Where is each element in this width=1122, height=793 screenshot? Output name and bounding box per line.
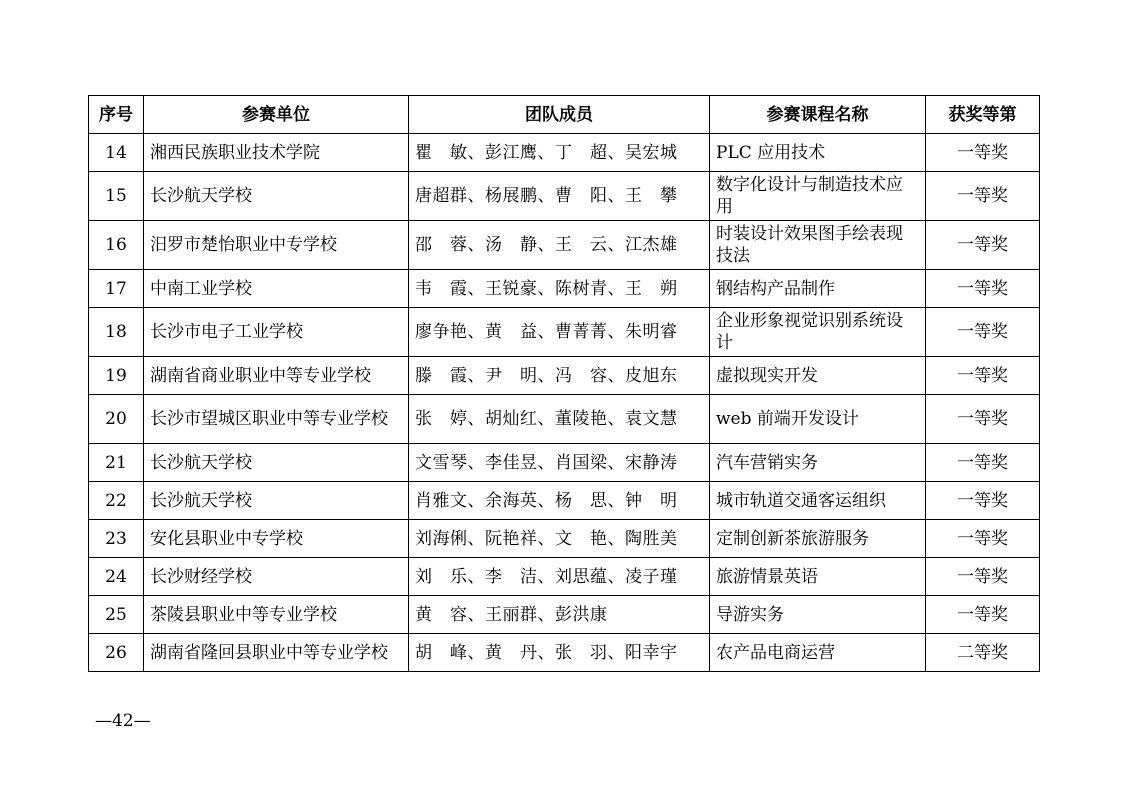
cell-course-name: 导游实务 <box>710 596 926 634</box>
cell-course-name: 虚拟现实开发 <box>710 357 926 395</box>
cell-serial-number: 23 <box>89 520 144 558</box>
cell-course-name: 数字化设计与制造技术应用 <box>710 172 926 221</box>
cell-course-name: 企业形象视觉识别系统设计 <box>710 308 926 357</box>
cell-award-level: 二等奖 <box>926 634 1040 672</box>
cell-award-level: 一等奖 <box>926 172 1040 221</box>
cell-course-name: 时装设计效果图手绘表现技法 <box>710 221 926 270</box>
cell-participating-unit: 安化县职业中专学校 <box>144 520 409 558</box>
cell-team-members: 韦 霞、王锐豪、陈树青、王 朔 <box>409 270 710 308</box>
cell-course-name: 汽车营销实务 <box>710 444 926 482</box>
cell-award-level: 一等奖 <box>926 596 1040 634</box>
cell-award-level: 一等奖 <box>926 270 1040 308</box>
cell-course-name: 旅游情景英语 <box>710 558 926 596</box>
header-award-level: 获奖等第 <box>926 96 1040 134</box>
table-row <box>89 444 1040 482</box>
cell-team-members: 廖争艳、黄 益、曹菁菁、朱明睿 <box>409 308 710 357</box>
cell-award-level: 一等奖 <box>926 357 1040 395</box>
cell-team-members: 文雪琴、李佳昱、肖国梁、宋静涛 <box>409 444 710 482</box>
cell-award-level: 一等奖 <box>926 395 1040 444</box>
table-row <box>89 270 1040 308</box>
cell-serial-number: 19 <box>89 357 144 395</box>
cell-award-level: 一等奖 <box>926 308 1040 357</box>
header-course-name: 参赛课程名称 <box>710 96 926 134</box>
cell-award-level: 一等奖 <box>926 520 1040 558</box>
cell-award-level: 一等奖 <box>926 482 1040 520</box>
cell-serial-number: 24 <box>89 558 144 596</box>
cell-participating-unit: 湖南省商业职业中等专业学校 <box>144 357 409 395</box>
cell-serial-number: 22 <box>89 482 144 520</box>
cell-serial-number: 25 <box>89 596 144 634</box>
table-row <box>89 558 1040 596</box>
cell-award-level: 一等奖 <box>926 221 1040 270</box>
cell-participating-unit: 湖南省隆回县职业中等专业学校 <box>144 634 409 672</box>
cell-course-name: web 前端开发设计 <box>710 395 926 444</box>
cell-course-name: 城市轨道交通客运组织 <box>710 482 926 520</box>
cell-team-members: 刘海俐、阮艳祥、文 艳、陶胜美 <box>409 520 710 558</box>
header-team-members: 团队成员 <box>409 96 710 134</box>
cell-team-members: 黄 容、王丽群、彭洪康 <box>409 596 710 634</box>
cell-serial-number: 18 <box>89 308 144 357</box>
cell-serial-number: 26 <box>89 634 144 672</box>
cell-course-name: 农产品电商运营 <box>710 634 926 672</box>
cell-serial-number: 14 <box>89 134 144 172</box>
cell-participating-unit: 长沙航天学校 <box>144 172 409 221</box>
table-row <box>89 221 1040 270</box>
table-row <box>89 634 1040 672</box>
table-header-row <box>89 96 1040 134</box>
table-row <box>89 134 1040 172</box>
cell-team-members: 瞿 敏、彭江鹰、丁 超、吴宏城 <box>409 134 710 172</box>
cell-participating-unit: 长沙市电子工业学校 <box>144 308 409 357</box>
cell-serial-number: 17 <box>89 270 144 308</box>
cell-award-level: 一等奖 <box>926 558 1040 596</box>
cell-course-name: 钢结构产品制作 <box>710 270 926 308</box>
cell-serial-number: 21 <box>89 444 144 482</box>
cell-course-name: 定制创新茶旅游服务 <box>710 520 926 558</box>
cell-participating-unit: 长沙航天学校 <box>144 482 409 520</box>
cell-award-level: 一等奖 <box>926 444 1040 482</box>
header-serial-number: 序号 <box>89 96 144 134</box>
cell-serial-number: 20 <box>89 395 144 444</box>
cell-team-members: 胡 峰、黄 丹、张 羽、阳幸宇 <box>409 634 710 672</box>
cell-participating-unit: 湘西民族职业技术学院 <box>144 134 409 172</box>
table-row <box>89 172 1040 221</box>
cell-participating-unit: 汨罗市楚怡职业中专学校 <box>144 221 409 270</box>
table-row <box>89 357 1040 395</box>
cell-participating-unit: 长沙航天学校 <box>144 444 409 482</box>
cell-serial-number: 15 <box>89 172 144 221</box>
cell-course-name: PLC 应用技术 <box>710 134 926 172</box>
table-row <box>89 520 1040 558</box>
cell-participating-unit: 茶陵县职业中等专业学校 <box>144 596 409 634</box>
cell-team-members: 张 婷、胡灿红、董陵艳、袁文慧 <box>409 395 710 444</box>
cell-team-members: 肖雅文、余海英、杨 思、钟 明 <box>409 482 710 520</box>
table-row <box>89 482 1040 520</box>
awards-table <box>88 95 1040 672</box>
cell-team-members: 邵 蓉、汤 静、王 云、江杰雄 <box>409 221 710 270</box>
cell-participating-unit: 长沙财经学校 <box>144 558 409 596</box>
cell-team-members: 滕 霞、尹 明、冯 容、皮旭东 <box>409 357 710 395</box>
cell-participating-unit: 长沙市望城区职业中等专业学校 <box>144 395 409 444</box>
cell-serial-number: 16 <box>89 221 144 270</box>
table-row <box>89 395 1040 444</box>
page-number: —42— <box>95 711 151 731</box>
cell-team-members: 唐超群、杨展鹏、曹 阳、王 攀 <box>409 172 710 221</box>
cell-participating-unit: 中南工业学校 <box>144 270 409 308</box>
table-row <box>89 596 1040 634</box>
cell-award-level: 一等奖 <box>926 134 1040 172</box>
cell-team-members: 刘 乐、李 洁、刘思蕴、凌子瑾 <box>409 558 710 596</box>
header-participating-unit: 参赛单位 <box>144 96 409 134</box>
table-row <box>89 308 1040 357</box>
